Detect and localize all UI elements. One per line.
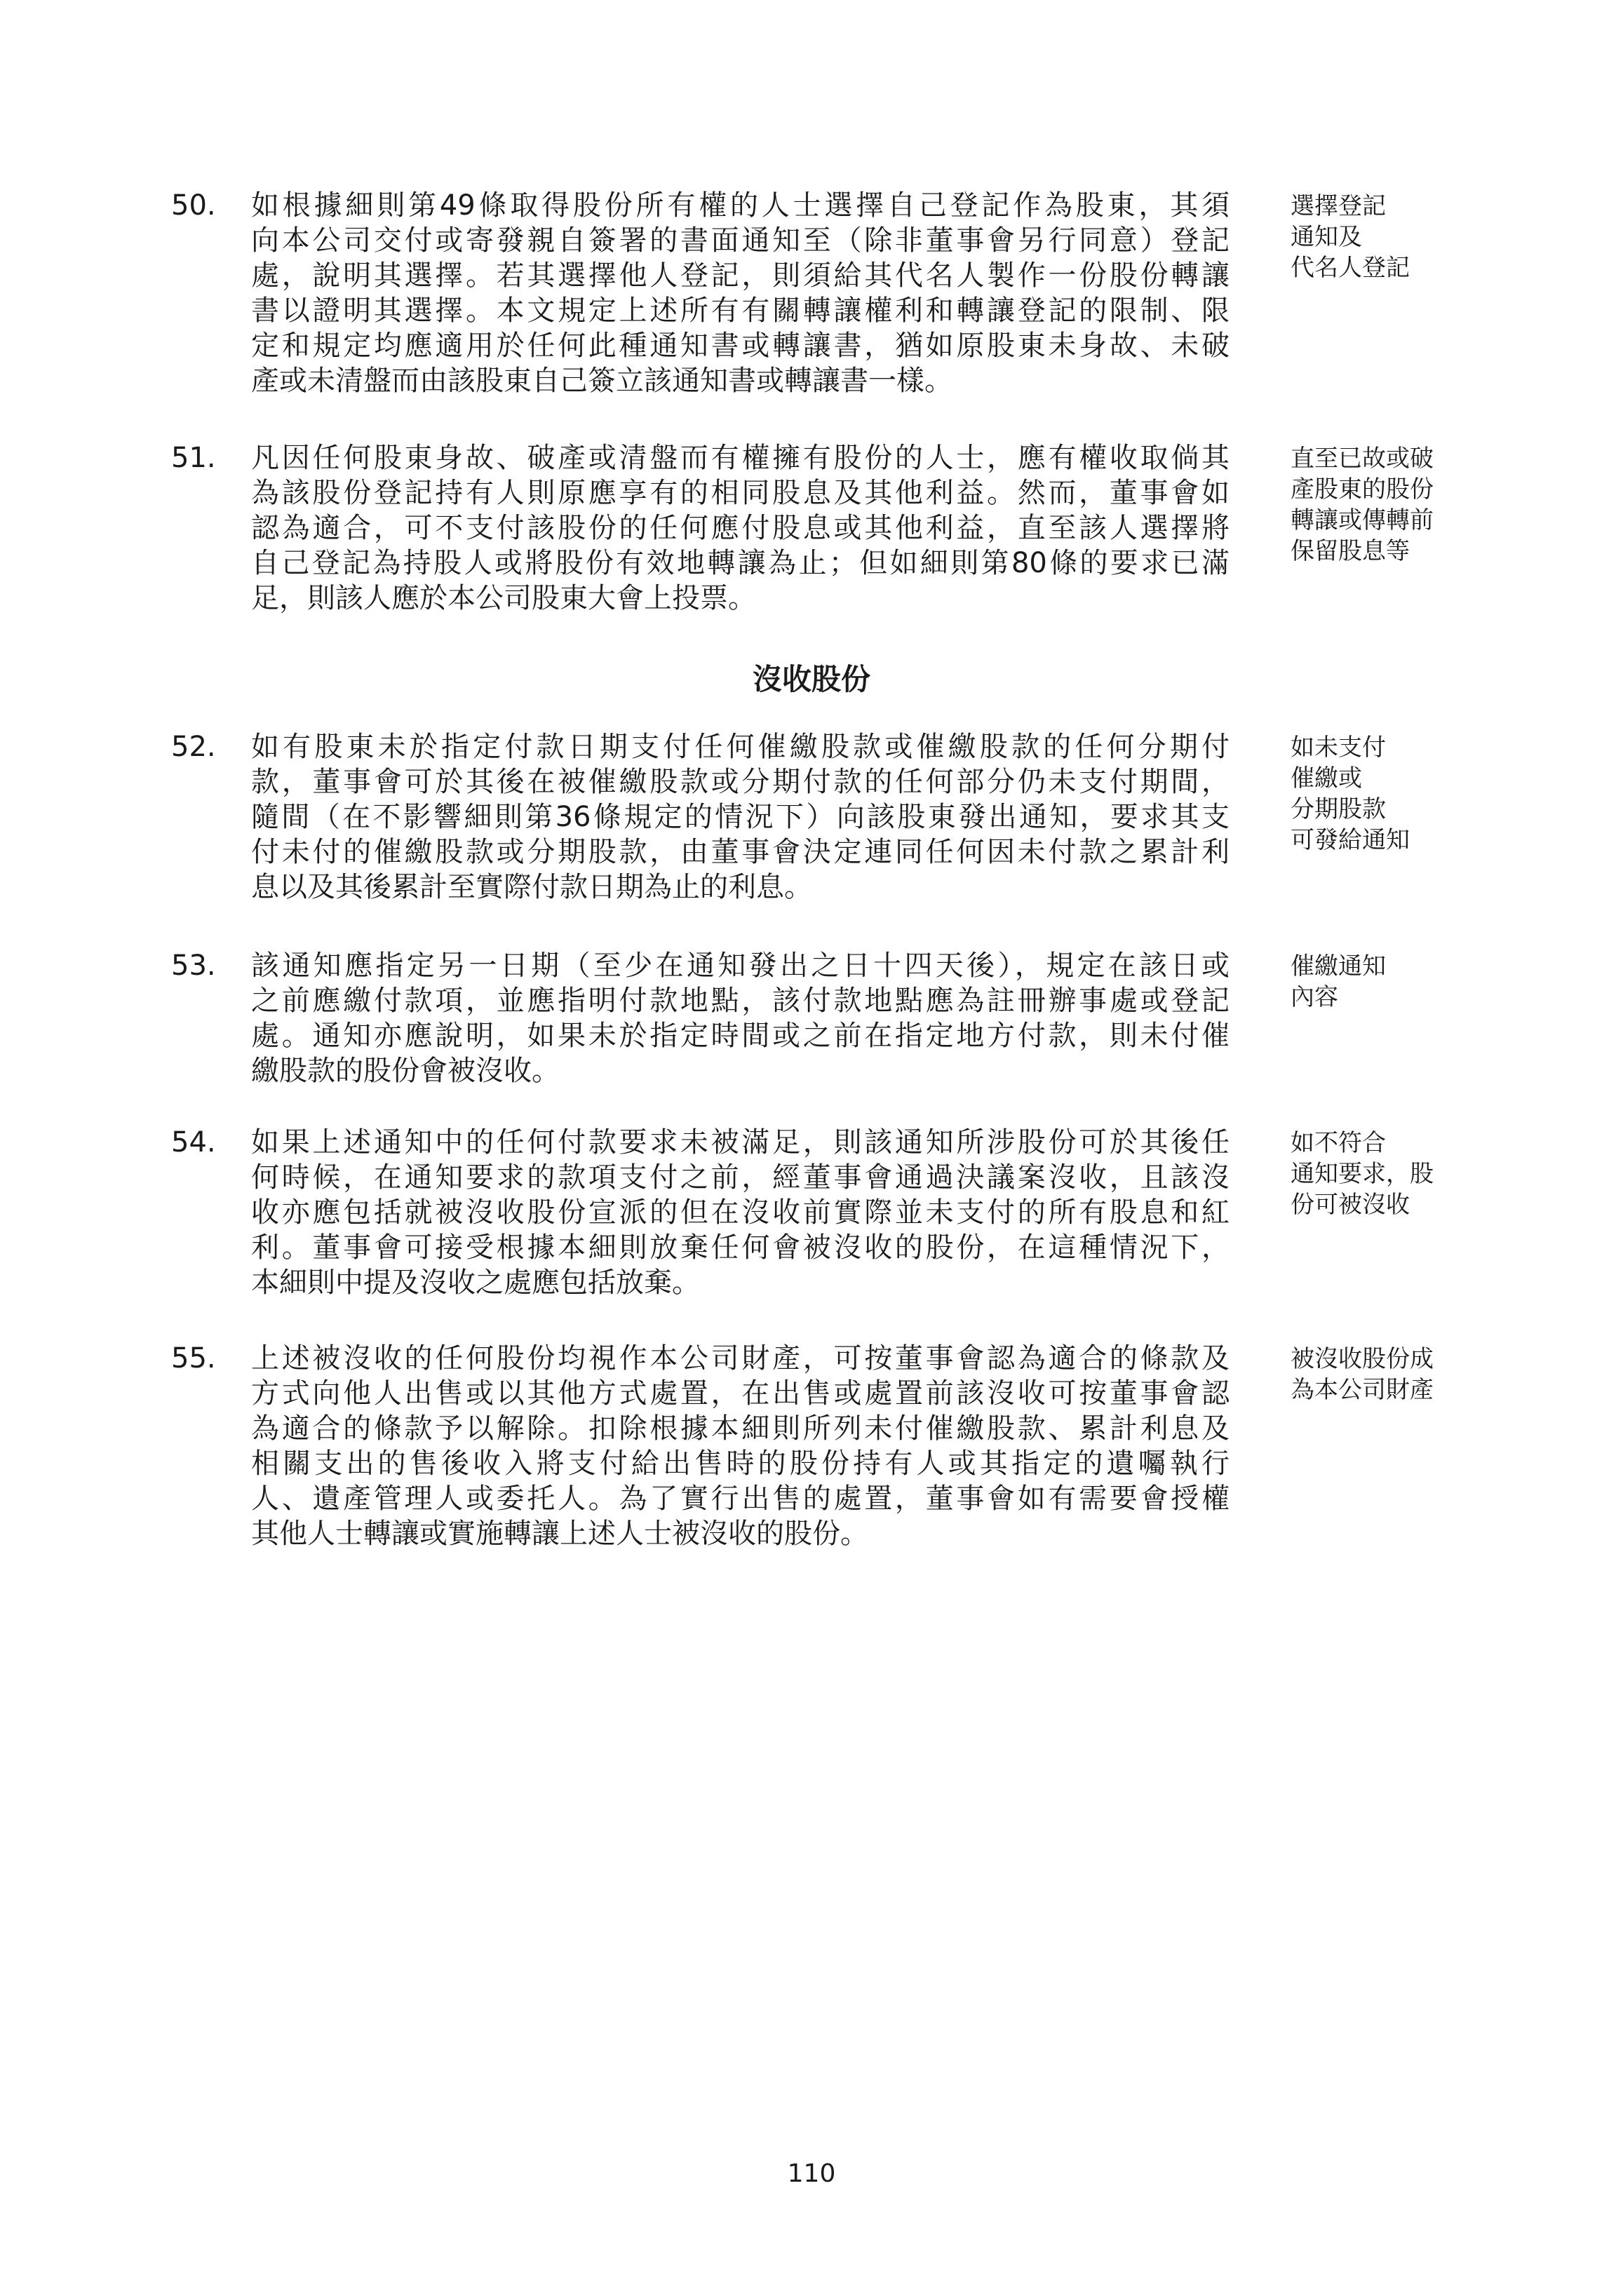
article-line: 為適合的條款予以解除。扣除根據本細則所列未付催繳股款、累計利息及	[251, 1412, 1230, 1445]
article-line: 定和規定均應適用於任何此種通知書或轉讓書，猶如原股東未身故、未破	[251, 330, 1230, 362]
article-line: 該通知應指定另一日期（至少在通知發出之日十四天後），規定在該日或	[251, 950, 1230, 982]
article-line: 認為適合，可不支付該股份的任何應付股息或其他利益，直至該人選擇將	[251, 512, 1230, 544]
article-line: 處，說明其選擇。若其選擇他人登記，則須給其代名人製作一份股份轉讓	[251, 259, 1230, 292]
article-line: 如根據細則第49條取得股份所有權的人士選擇自己登記作為股東，其須	[251, 189, 1230, 222]
article-line: 收亦應包括就被沒收股份宣派的但在沒收前實際並未支付的所有股息和紅	[251, 1196, 1230, 1229]
article-text	[251, 729, 1230, 905]
margin-note-line: 產股東的股份	[1291, 475, 1434, 504]
margin-note-line: 如未支付	[1291, 734, 1386, 762]
margin-note	[1291, 951, 1459, 1013]
article-line: 足，則該人應於本公司股東大會上投票。	[251, 582, 756, 614]
article-text	[251, 1341, 1230, 1551]
article-line: 本細則中提及沒收之處應包括放棄。	[251, 1267, 700, 1299]
article-number: 52.	[171, 731, 216, 763]
margin-note-line: 選擇登記	[1291, 192, 1386, 220]
margin-note-line: 代名人登記	[1291, 254, 1410, 282]
margin-note-line: 可發給通知	[1291, 826, 1410, 854]
article-line: 相關支出的售後收入將支付給出售時的股份持有人或其指定的遺囑執行	[251, 1447, 1230, 1480]
margin-note-line: 通知要求，股	[1291, 1160, 1434, 1188]
margin-note	[1291, 443, 1459, 567]
margin-note-line: 保留股息等	[1291, 537, 1410, 565]
article-line: 付未付的催繳股款或分期股款，由董事會決定連同任何因未付款之累計利	[251, 836, 1230, 868]
article-line: 凡因任何股東身故、破產或清盤而有權擁有股份的人士，應有權收取倘其	[251, 442, 1230, 474]
article-line: 如果上述通知中的任何付款要求未被滿足，則該通知所涉股份可於其後任	[251, 1126, 1230, 1159]
article-line: 款，董事會可於其後在被催繳股款或分期付款的任何部分仍未支付期間，	[251, 766, 1230, 798]
page-number: 110	[787, 2159, 836, 2188]
margin-note-line: 通知及	[1291, 223, 1362, 251]
article-line: 書以證明其選擇。本文規定上述所有有關轉讓權利和轉讓登記的限制、限	[251, 295, 1230, 327]
article-line: 之前應繳付款項，並應指明付款地點，該付款地點應為註冊辦事處或登記	[251, 985, 1230, 1017]
article-text	[251, 1125, 1230, 1300]
article-text	[251, 948, 1230, 1088]
article-line: 處。通知亦應說明，如果未於指定時間或之前在指定地方付款，則未付催	[251, 1020, 1230, 1052]
article-line: 利。董事會可接受根據本細則放棄任何會被沒收的股份，在這種情況下，	[251, 1231, 1230, 1264]
margin-note-line: 分期股款	[1291, 795, 1386, 823]
margin-note	[1291, 191, 1459, 283]
article-line: 何時候，在通知要求的款項支付之前，經董事會通過決議案沒收，且該沒	[251, 1161, 1230, 1194]
margin-note-line: 被沒收股份成	[1291, 1345, 1434, 1373]
margin-note	[1291, 1344, 1459, 1405]
article-text	[251, 440, 1230, 616]
margin-note	[1291, 732, 1459, 856]
article-number: 54.	[171, 1126, 216, 1159]
margin-note-line: 份可被沒收	[1291, 1191, 1410, 1219]
article-text	[251, 188, 1230, 398]
article-line: 息以及其後累計至實際付款日期為止的利息。	[251, 871, 812, 903]
article-number: 53.	[171, 950, 216, 982]
margin-note-line: 如不符合	[1291, 1129, 1386, 1157]
margin-note-line: 催繳或	[1291, 764, 1362, 792]
article-line: 人、遺產管理人或委托人。為了實行出售的處置，董事會如有需要會授權	[251, 1483, 1230, 1515]
margin-note-line: 內容	[1291, 983, 1338, 1011]
article-line: 向本公司交付或寄發親自簽署的書面通知至（除非董事會另行同意）登記	[251, 224, 1230, 257]
article-line: 隨間（在不影響細則第36條規定的情況下）向該股東發出通知，要求其支	[251, 801, 1230, 833]
article-number: 55.	[171, 1342, 216, 1375]
article-number: 50.	[171, 189, 216, 222]
article-line: 其他人士轉讓或實施轉讓上述人士被沒收的股份。	[251, 1518, 868, 1550]
article-line: 方式向他人出售或以其他方式處置，在出售或處置前該沒收可按董事會認	[251, 1377, 1230, 1410]
article-line: 如有股東未於指定付款日期支付任何催繳股款或催繳股款的任何分期付	[251, 731, 1230, 763]
article-line: 上述被沒收的任何股份均視作本公司財產，可按董事會認為適合的條款及	[251, 1342, 1230, 1375]
article-line: 為該股份登記持有人則原應享有的相同股息及其他利益。然而，董事會如	[251, 477, 1230, 509]
margin-note-line: 直至已故或破	[1291, 445, 1434, 473]
article-line: 自己登記為持股人或將股份有效地轉讓為止；但如細則第80條的要求已滿	[251, 547, 1230, 579]
article-number: 51.	[171, 442, 216, 474]
margin-note-line: 催繳通知	[1291, 952, 1386, 980]
margin-note-line: 為本公司財產	[1291, 1376, 1434, 1404]
article-line: 產或未清盤而由該股東自己簽立該通知書或轉讓書一樣。	[251, 365, 952, 397]
margin-note-line: 轉讓或傳轉前	[1291, 506, 1434, 534]
section-heading: 沒收股份	[752, 662, 870, 696]
article-line: 繳股款的股份會被沒收。	[251, 1055, 560, 1087]
margin-note	[1291, 1128, 1459, 1220]
